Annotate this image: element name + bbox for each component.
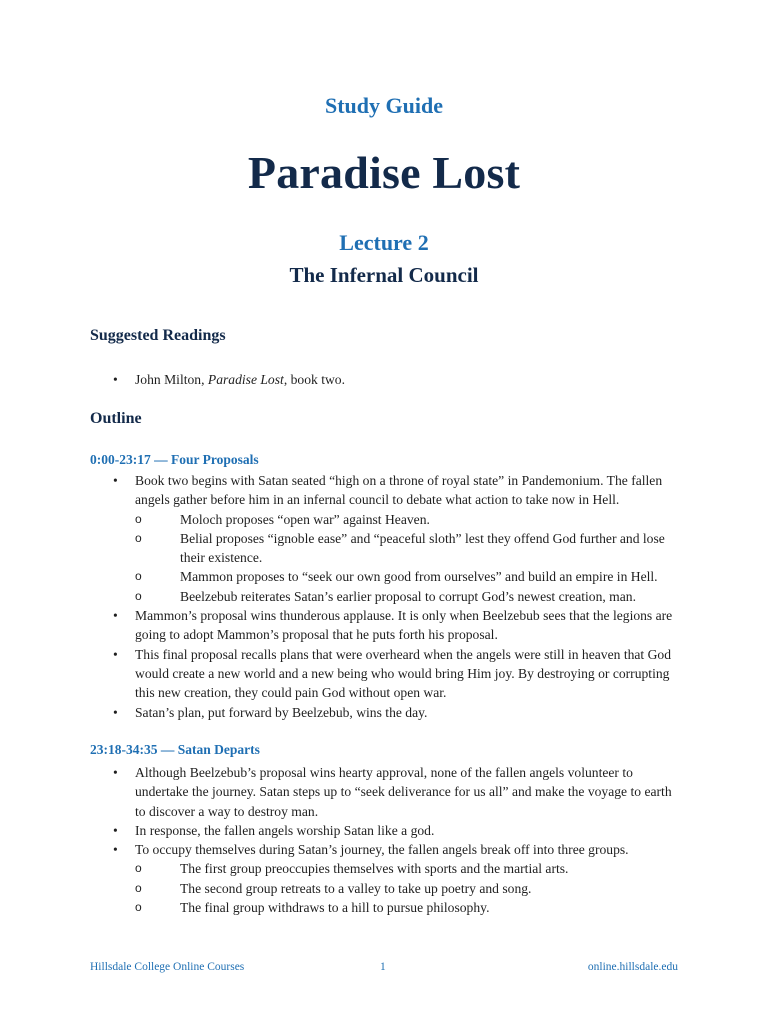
outline-sub-item — [90, 859, 680, 878]
footer-left: Hillsdale College Online Courses — [90, 961, 245, 973]
outline-bullet-item — [90, 763, 680, 821]
outline-sub-item — [90, 898, 680, 917]
bullet-marker: • — [113, 842, 118, 858]
outline-item-text: The first group preoccupies themselves with sports and the martial arts. — [180, 861, 569, 877]
sub-bullet-marker: o — [135, 569, 142, 584]
reading-text-after: , book two. — [283, 372, 345, 387]
sub-bullet-marker: o — [135, 511, 142, 526]
footer-right: online.hillsdale.edu — [587, 961, 678, 973]
sub-bullet-marker: o — [135, 861, 142, 876]
document-title: Paradise Lost — [247, 147, 521, 198]
outline-bullet-item — [90, 471, 680, 510]
outline-item-text: Belial proposes “ignoble ease” and “peaceful sloth” lest they offend God further and lose their existence. — [180, 530, 665, 566]
outline-sub-item — [90, 587, 680, 606]
outline-sub-item — [90, 510, 680, 529]
outline-bullet-item — [90, 645, 680, 703]
outline-bullet-item — [90, 606, 680, 645]
lecture-title: The Infernal Council — [289, 263, 479, 287]
outline-item-text: In response, the fallen angels worship Satan like a god. — [135, 822, 435, 838]
outline-item-text: Mammon proposes to “seek our own good from ourselves” and build an empire in Hell. — [180, 569, 658, 585]
outline-sub-item — [90, 879, 680, 898]
outline-item-text: Moloch proposes “open war” against Heaven. — [180, 511, 430, 527]
outline-item-text: To occupy themselves during Satan’s journey, the fallen angels break off into three groups. — [135, 842, 629, 858]
outline-item-text: Beelzebub reiterates Satan’s earlier proposal to corrupt God’s newest creation, man. — [180, 588, 636, 604]
outline-bullet-item — [90, 821, 680, 840]
sub-bullet-marker: o — [135, 900, 142, 915]
readings-heading: Suggested Readings — [90, 327, 226, 344]
reading-title: Paradise Lost — [207, 372, 284, 387]
outline-heading: Outline — [90, 410, 142, 427]
lecture-number: Lecture 2 — [339, 230, 429, 255]
reading-text-before: John Milton, — [135, 372, 208, 387]
bullet-marker: • — [113, 473, 118, 488]
bullet-marker: • — [113, 704, 118, 720]
outline-item-text: The final group withdraws to a hill to pursue philosophy. — [180, 900, 490, 916]
outline-item-text: The second group retreats to a valley to take up poetry and song. — [180, 880, 532, 896]
sub-bullet-marker: o — [135, 588, 142, 603]
outline-sub-item — [90, 567, 680, 586]
outline-item-text: Satan’s plan, put forward by Beelzebub, wins the day. — [135, 704, 428, 720]
sub-bullet-marker: o — [135, 880, 142, 895]
bullet-marker: • — [113, 765, 118, 780]
bullet-marker: • — [113, 822, 118, 838]
section-heading: 0:00-23:17 — Four Proposals — [90, 452, 259, 467]
section-list — [90, 471, 680, 722]
outline-item-text: Although Beelzebub’s proposal wins hearty approval, none of the fallen angels volunteer to undertake the journey. Satan steps up to “seek deliverance for us all” and make the voyage to earth to discover a way to destroy man. — [135, 765, 672, 819]
bullet-marker: • — [113, 372, 118, 387]
page-number: 1 — [380, 961, 386, 973]
outline-item-text: Book two begins with Satan seated “high on a throne of royal state” in Pandemonium. The fallen angels gather before him in an infernal council to debate what action to take now in Hell. — [135, 473, 663, 508]
sub-bullet-marker: o — [135, 530, 142, 545]
section-list — [90, 763, 680, 917]
reading-item — [90, 370, 680, 389]
outline-bullet-item — [90, 703, 680, 722]
outline-sub-item — [90, 529, 680, 568]
bullet-marker: • — [113, 608, 118, 624]
outline-item-text: This final proposal recalls plans that were overheard when the angels were still in heaven that God would create a new world and a new being who would bring Him joy. By destroying or corrupting this new creation, they could pain God without open war. — [135, 646, 672, 701]
section-heading: 23:18-34:35 — Satan Departs — [90, 742, 260, 757]
readings-list — [90, 370, 680, 389]
bullet-marker: • — [113, 646, 118, 662]
outline-item-text: Mammon’s proposal wins thunderous applause. It is only when Beelzebub sees that the legions are going to adopt Mammon’s proposal that he puts forth his proposal. — [135, 608, 673, 643]
outline-bullet-item — [90, 840, 680, 859]
document-kicker: Study Guide — [325, 93, 443, 118]
